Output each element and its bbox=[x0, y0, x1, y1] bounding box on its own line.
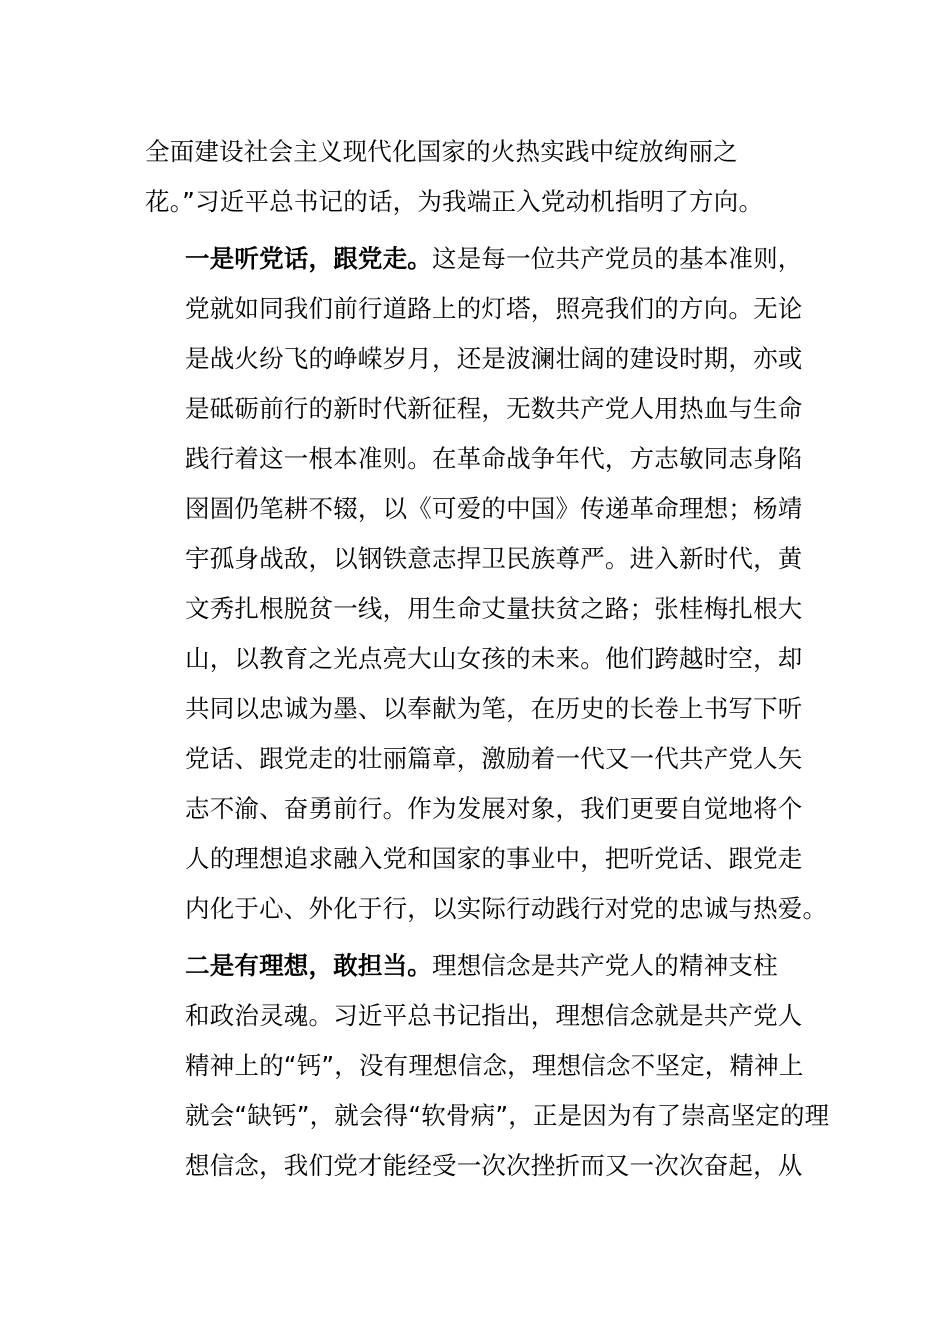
document-body bbox=[145, 127, 837, 1191]
paragraph-ideals-and-responsibility bbox=[145, 941, 837, 1191]
text-line: 文秀扎根脱贫一线，用生命丈量扶贫之路；张桂梅扎根大 bbox=[185, 594, 803, 623]
paragraph-listen-to-party bbox=[145, 234, 837, 934]
text-line: 是砥砺前行的新时代新征程，无数共产党人用热血与生命 bbox=[185, 394, 803, 423]
text-line: 宇孤身战敌，以钢铁意志捍卫民族尊严。进入新时代，黄 bbox=[185, 544, 803, 573]
text-line: 是战火纷飞的峥嵘岁月，还是波澜壮阔的建设时期，亦或 bbox=[185, 344, 803, 373]
text-line: 内化于心、外化于行，以实际行动践行对党的忠诚与热爱。 bbox=[185, 894, 828, 923]
text-line: 花。”习近平总书记的话，为我端正入党动机指明了方向。 bbox=[145, 187, 764, 216]
text-line: 共同以忠诚为墨、以奉献为笔，在历史的长卷上书写下听 bbox=[185, 694, 803, 723]
text-line: 全面建设社会主义现代化国家的火热实践中绽放绚丽之 bbox=[145, 137, 738, 166]
text-line: 想信念，我们党才能经受一次次挫折而又一次次奋起，从 bbox=[185, 1151, 803, 1180]
text-line bbox=[145, 941, 837, 991]
text-line: 山，以教育之光点亮大山女孩的未来。他们跨越时空，却 bbox=[185, 644, 803, 673]
text-line: 党话、跟党走的壮丽篇章，激励着一代又一代共产党人矢 bbox=[185, 744, 803, 773]
text-line: 志不渝、奋勇前行。作为发展对象，我们更要自觉地将个 bbox=[185, 794, 803, 823]
paragraph-continuation bbox=[145, 127, 837, 227]
text-line-rest: 这是每一位共产党员的基本准则， bbox=[432, 244, 803, 273]
text-line: 践行着这一根本准则。在革命战争年代，方志敏同志身陷 bbox=[185, 444, 803, 473]
text-line-rest: 理想信念是共产党人的精神支柱 bbox=[432, 951, 778, 980]
paragraph-heading: 一是听党话，跟党走。 bbox=[185, 244, 432, 273]
text-line: 人的理想追求融入党和国家的事业中，把听党话、跟党走 bbox=[185, 844, 803, 873]
paragraph-heading: 二是有理想，敢担当。 bbox=[185, 951, 432, 980]
text-line: 就会“缺钙”，就会得“软骨病”，正是因为有了崇高坚定的理 bbox=[185, 1101, 830, 1130]
text-line bbox=[145, 234, 837, 284]
text-line: 党就如同我们前行道路上的灯塔，照亮我们的方向。无论 bbox=[185, 294, 803, 323]
text-line: 囹圄仍笔耕不辍，以《可爱的中国》传递革命理想；杨靖 bbox=[185, 494, 803, 523]
text-line: 和政治灵魂。习近平总书记指出，理想信念就是共产党人 bbox=[185, 1001, 803, 1030]
text-line: 精神上的“钙”，没有理想信念，理想信念不坚定，精神上 bbox=[185, 1051, 804, 1080]
